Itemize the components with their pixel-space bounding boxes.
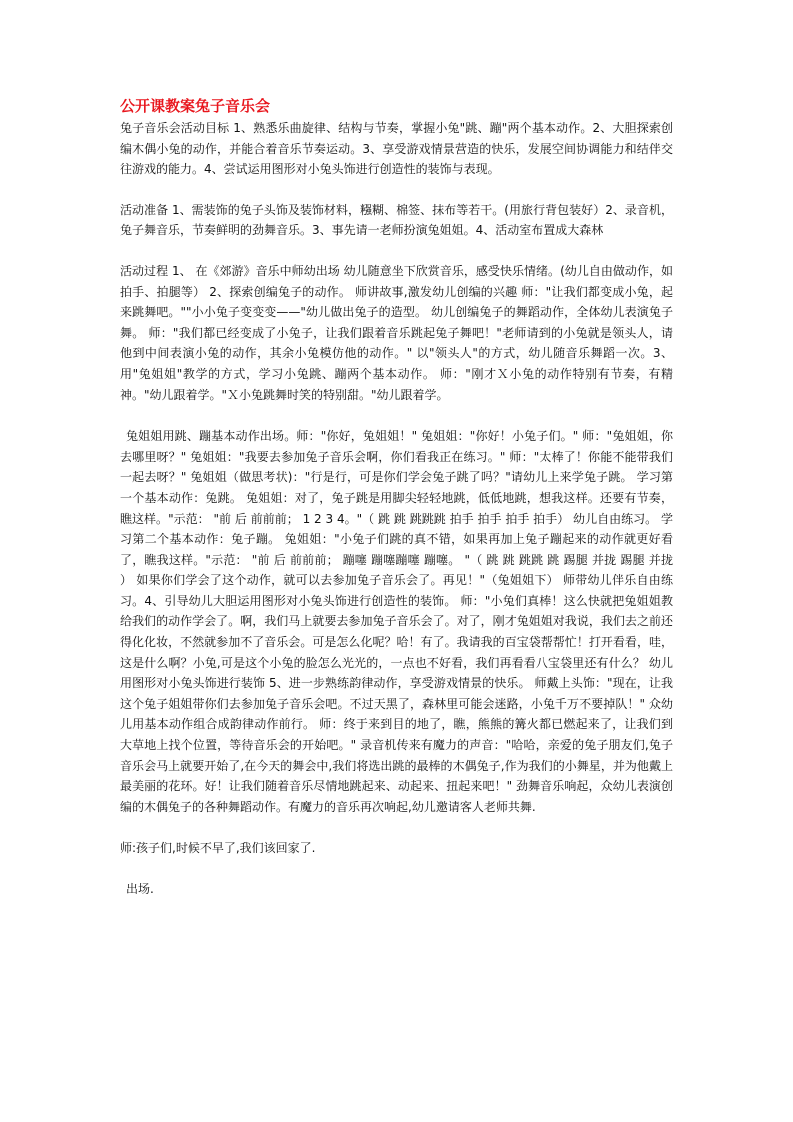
paragraph-objectives: 兔子音乐会活动目标 1、熟悉乐曲旋律、结构与节奏，掌握小兔"跳、蹦"两个基本动作。2、大胆探索创编木偶小兔的动作，并能合着音乐节奏运动。3、享受游戏情景营造的快乐，发展空间协调能力和结伴交往游戏的能力。4、尝试运用图形对小兔头饰进行创造性的装饰与表现。 [120,121,673,177]
paragraph-rabbit-sister: 兔姐姐用跳、蹦基本动作出场。师："你好，兔姐姐！" 兔姐姐："你好！小兔子们。" 师："兔姐姐，你去哪里呀？" 兔姐姐："我要去参加兔子音乐会啊，你们看我正在练习。" 师："太棒了！你能不能带我们一起去呀？" 兔姐姐（做思考状)："行是行，可是你们学会兔子跳了吗？"请幼儿上来学兔子跳。 学习第一个基本动作：兔跳。 兔姐姐：对了，兔子跳是用脚尖轻轻地跳，低低地跳，想我这样。还要有节奏，瞧这样。"示范： "前 后 前前前； 1 2 3 4。"（ 跳 跳 跳跳跳 拍手 拍手 拍手 拍手） 幼儿自由练习。 学习第二个基本动作：兔子蹦。 兔姐姐："小兔子们跳的真不错，如果再加上兔子蹦起来的动作就更好看了，瞧我这样。"示范： "前 后 前前前； 蹦噻 蹦噻蹦噻 蹦噻。 "（ 跳 跳 跳跳 跳 踢腿 并拢 踢腿 并拢 ） 如果你们学会了这个动作，就可以去参加兔子音乐会了。再见！"（兔姐姐下） 师带幼儿伴乐自由练习。4、引导幼儿大胆运用图形对小兔头饰进行创造性的装饰。 师："小兔们真棒！这么快就把兔姐姐教给我们的动作学会了。啊，我们马上就要去参加兔子音乐会了。对了，刚才兔姐姐对我说，我们去之前还得化化妆，不然就参加不了音乐会。可是怎么化呢？哈！有了。我请我的百宝袋帮帮忙！打开看看，哇，这是什么啊？小兔,可是这个小兔的脸怎么光光的，一点也不好看，我们再看看八宝袋里还有什么？ 幼儿用图形对小兔头饰进行装饰 5、进一步熟练韵律动作，享受游戏情景的快乐。 师戴上头饰："现在，让我这个兔子姐姐带你们去参加兔子音乐会吧。不过天黑了，森林里可能会迷路，小兔千万不要掉队！" 众幼儿用基本动作组合成韵律动作前行。 师：终于来到目的地了，瞧，熊熊的篝火都已燃起来了，让我们到大草地上找个位置，等待音乐会的开始吧。" 录音机传来有魔力的声音："哈哈，亲爱的兔子朋友们,兔子音乐会马上就要开始了,在今天的舞会中,我们将选出跳的最棒的木偶兔子,作为我们的小舞星，并为他戴上最美丽的花环。好！让我们随着音乐尽情地跳起来、动起来、扭起来吧！" 劲舞音乐响起，众幼儿表演创编的木偶兔子的各种舞蹈动作。有魔力的音乐再次响起,幼儿邀请客人老师共舞. [120,429,673,814]
paragraph-process: 活动过程 1、 在《郊游》音乐中师幼出场 幼儿随意坐下欣赏音乐，感受快乐情绪。(幼儿自由做动作，如拍手、拍腿等） 2、探索创编兔子的动作。 师讲故事,激发幼儿创编的兴趣 师："让我们都变成小兔，起来跳舞吧。""小小兔子变变变——"幼儿做出兔子的造型。 幼儿创编兔子的舞蹈动作，全体幼儿表演兔子舞。 师："我们都已经变成了小兔子，让我们跟着音乐跳起兔子舞吧！"老师请到的小兔就是领头人，请他到中间表演小兔的动作，其余小兔模仿他的动作。" 以"领头人"的方式，幼儿随音乐舞蹈一次。3、用"兔姐姐"教学的方式，学习小兔跳、蹦两个基本动作。 师："刚才Ｘ小兔的动作特别有节奏，有精神。"幼儿跟着学。"Ｘ小兔跳舞时笑的特别甜。"幼儿跟着学。 [120,263,673,402]
document-page [120,96,673,900]
paragraph-exit: 出场. [126,882,154,896]
paragraph-preparation: 活动准备 1、需装饰的兔子头饰及装饰材料，糨糊、棉签、抹布等若干。(用旅行背包装好）2、录音机，兔子舞音乐，节奏鲜明的劲舞音乐。3、事先请一老师扮演兔姐姐。4、活动室布置成大森林 [120,202,673,238]
document-title: 公开课教案兔子音乐会 [120,97,271,115]
paragraph-go-home: 师:孩子们,时候不早了,我们该回家了. [120,841,316,856]
